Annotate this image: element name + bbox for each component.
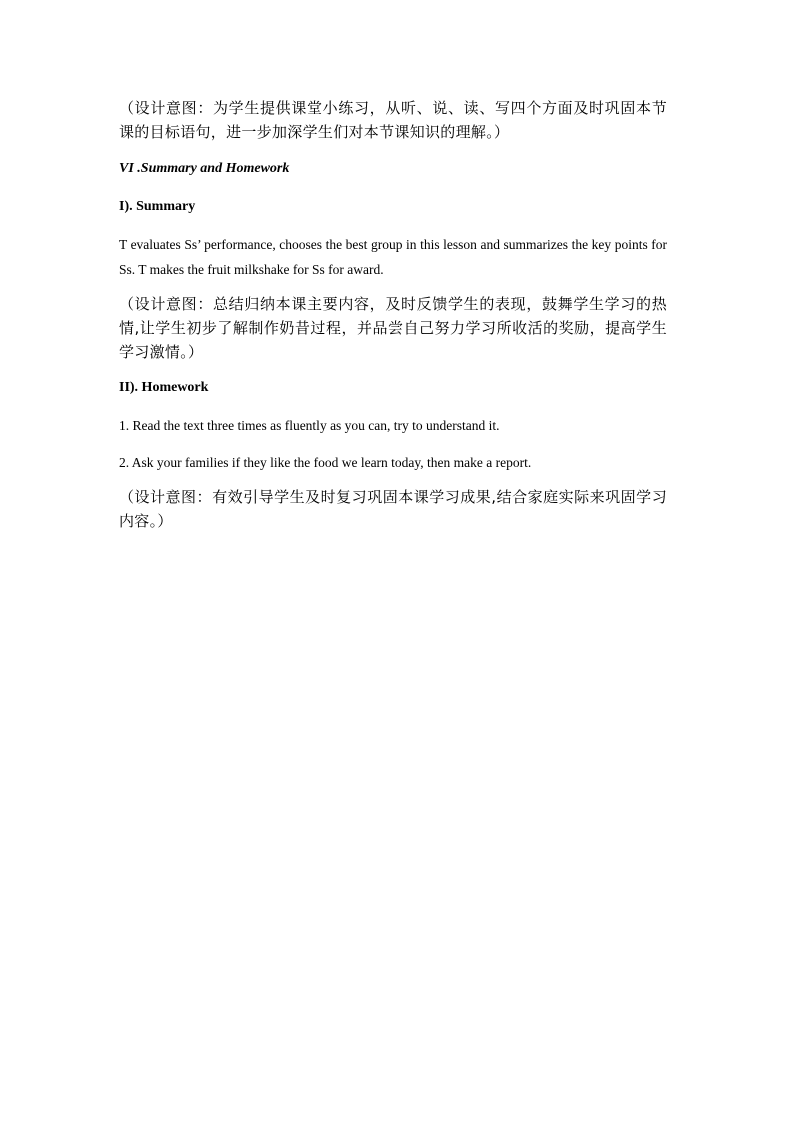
homework-heading: II). Homework bbox=[119, 380, 209, 395]
document-page bbox=[119, 96, 667, 533]
design-intent-note-practice: （设计意图：为学生提供课堂小练习，从听、说、读、写四个方面及时巩固本节课的目标语句，进一步加深学生们对本节课知识的理解。） bbox=[119, 99, 667, 141]
design-intent-note-homework: （设计意图：有效引导学生及时复习巩固本课学习成果,结合家庭实际来巩固学习内容。） bbox=[119, 488, 667, 530]
summary-heading: I). Summary bbox=[119, 199, 196, 214]
section-title: VI .Summary and Homework bbox=[119, 161, 290, 176]
summary-text: T evaluates Ss’ performance, chooses the best group in this lesson and summarizes the key points for Ss. T makes the fruit milkshake for Ss for award. bbox=[119, 237, 667, 277]
homework-item-1: 1. Read the text three times as fluently as you can, try to understand it. bbox=[119, 418, 500, 433]
homework-item-2: 2. Ask your families if they like the food we learn today, then make a report. bbox=[119, 455, 532, 470]
design-intent-note-summary: （设计意图：总结归纳本课主要内容，及时反馈学生的表现，鼓舞学生学习的热情,让学生初步了解制作奶昔过程，并品尝自己努力学习所收活的奖励，提高学生学习激情。） bbox=[119, 295, 667, 361]
